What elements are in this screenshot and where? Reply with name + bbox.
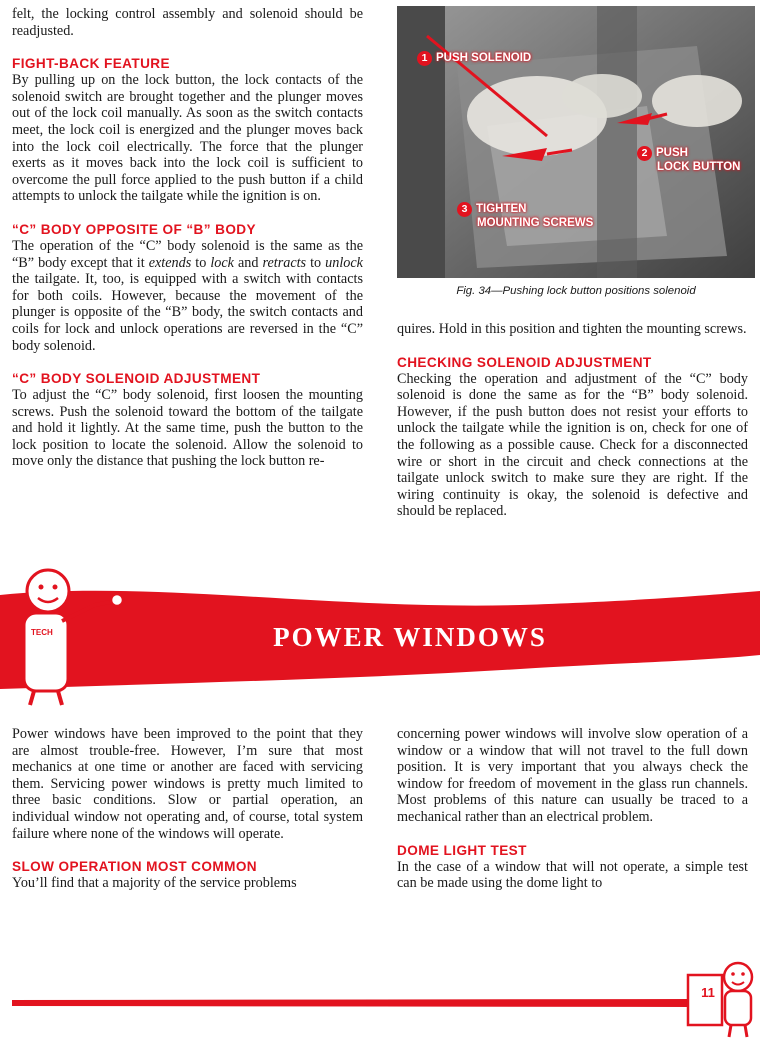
continued-paragraph-bottom: concerning power windows will involve slow operation of a window or a window that will not travel to the full down position. It is very important that you always check the window for freedom of movement in the glass run channels. Most problems of this nature can usually be traced to a mechanical rather than an electrical problem. — [397, 726, 748, 825]
callout-push-solenoid — [417, 51, 531, 66]
c-body-adjustment-heading: “C” BODY SOLENOID ADJUSTMENT — [12, 371, 261, 387]
callout-tighten-screws — [457, 202, 593, 230]
text-run: to — [191, 254, 211, 271]
banner-title: POWER WINDOWS — [273, 622, 547, 652]
callout-text: TIGHTEN — [476, 203, 527, 215]
callout-text: LOCK BUTTON — [657, 161, 741, 173]
dome-light-paragraph: In the case of a window that will not operate, a simple test can be made using the dome light to — [397, 858, 748, 892]
italic-term: extends — [148, 254, 192, 271]
italic-term: unlock — [325, 254, 363, 271]
callout-text: PUSH SOLENOID — [436, 52, 532, 64]
footer-rule-and-mascot — [0, 955, 760, 1041]
text-run: and — [233, 254, 263, 271]
right-column-bottom — [397, 726, 748, 892]
intro-paragraph: felt, the locking control assembly and solenoid should be readjusted. — [12, 6, 363, 39]
slow-operation-heading: SLOW OPERATION MOST COMMON — [12, 859, 258, 875]
callout-number: 2 — [637, 146, 652, 161]
callout-text: MOUNTING SCREWS — [477, 217, 594, 229]
dome-light-heading: DOME LIGHT TEST — [397, 842, 527, 858]
c-body-adjustment-paragraph: To adjust the “C” body solenoid, first loosen the mounting screws. Push the solenoid toward the bottom of the tailgate and hold it lightly. At the same time, push the button to the lock position to locate the solenoid. Allow the solenoid to move only the distance that pushing the lock button re- — [12, 387, 363, 470]
italic-term: lock — [210, 254, 234, 271]
callout-push-lock-button — [637, 146, 740, 174]
callout-number: 3 — [457, 202, 472, 217]
left-column-bottom — [12, 726, 363, 892]
text-run: the tailgate. It, too, is equipped with a switch with contacts for both coils. However, because the movement of the plunger is opposite of the “B” body, the switch contacts and coils for lock and unlock operations are reversed in the “C” body solenoid. — [12, 271, 363, 354]
checking-heading: CHECKING SOLENOID ADJUSTMENT — [397, 354, 652, 370]
text-run: The operation of the “C” body solenoid is the same as the “B” body except that it — [12, 237, 363, 271]
left-column-top — [12, 6, 363, 470]
c-body-heading: “C” BODY OPPOSITE OF “B” BODY — [12, 221, 256, 237]
fightback-paragraph: By pulling up on the lock button, the lock contacts of the solenoid switch are brought together and the plunger moves out of the lock coil manually. As soon as the switch contacts meet, the lock coil is energized and the plunger moves back into the lock coil electrically. The force that the plunger exerts as it moves back into the lock coil is sufficient to overcome the pull force applied to the push button if a child attempts to unlock the tailgate while the ignition is on. — [12, 72, 363, 205]
italic-term: retracts — [262, 254, 307, 271]
callout-number: 1 — [417, 51, 432, 66]
mascot-badge: TECH — [31, 628, 53, 637]
slow-operation-paragraph: You’ll find that a majority of the service problems — [12, 875, 297, 892]
c-body-paragraph — [12, 238, 363, 354]
power-windows-intro: Power windows have been improved to the point that they are almost trouble-free. However, I’m sure that most mechanics at one time or another are faced with servicing them. Servicing power windows is pretty much limited to three basic conditions. Slow or partial operation, an individual window not operating and, of course, total system failure where none of the windows will operate. — [12, 726, 363, 842]
figure-photo — [397, 6, 755, 278]
right-column-top — [397, 321, 748, 520]
text-run: to — [306, 254, 326, 271]
checking-paragraph: Checking the operation and adjustment of the “C” body solenoid is done the same as for the “B” body solenoid. However, if the push button does not resist your efforts to unlock the tailgate while the ignition is on, check for one of the following as a possible cause. Check for a disconnected wire or short in the circuit and check connections at the tailgate unlock switch to make sure they are right. If the wiring continuity is okay, the solenoid is defective and should be replaced. — [397, 370, 748, 520]
callout-text: PUSH — [656, 147, 688, 159]
continued-paragraph: quires. Hold in this position and tighten the mounting screws. — [397, 321, 747, 337]
figure-caption: Fig. 34—Pushing lock button positions solenoid — [456, 285, 696, 297]
fightback-heading: FIGHT-BACK FEATURE — [12, 56, 170, 72]
page-number: 11 — [701, 985, 715, 1000]
tailgate-photo-illustration — [397, 6, 755, 278]
